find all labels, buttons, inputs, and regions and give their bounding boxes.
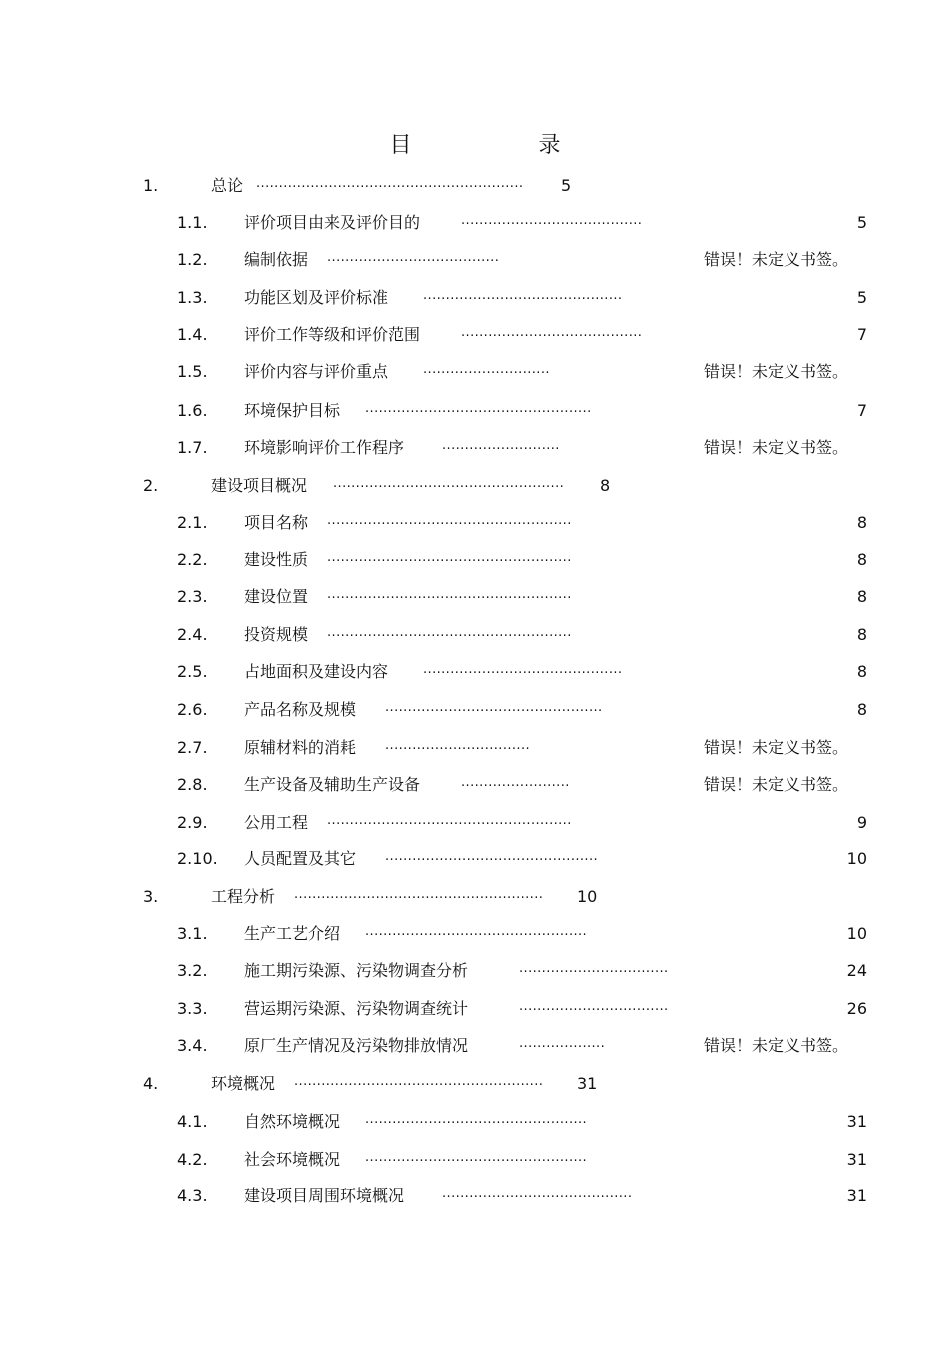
toc-leader-dots: ........................................................... — [256, 176, 524, 191]
toc-page: 5 — [856, 288, 867, 307]
toc-section-1-5[interactable] — [0, 360, 867, 384]
toc-leader-dots: ................................................. — [365, 924, 588, 939]
toc-label: 环境影响评价工作程序 — [244, 438, 405, 457]
toc-section-2-6[interactable] — [0, 698, 867, 722]
toc-leader-dots: ....................................................... — [294, 1074, 544, 1089]
toc-page: 9 — [856, 813, 867, 832]
toc-leader-dots: ...................................................... — [327, 625, 572, 640]
toc-number: 1.1. — [177, 213, 208, 232]
toc-section-1-6[interactable] — [0, 399, 867, 423]
toc-label: 人员配置及其它 — [244, 849, 357, 868]
toc-section-3-3[interactable] — [0, 997, 867, 1021]
toc-leader-dots: ................................. — [519, 999, 669, 1014]
toc-leader-dots: ............................................ — [423, 662, 623, 677]
toc-leader-dots: ................................................ — [385, 700, 603, 715]
toc-number: 1.6. — [177, 401, 208, 420]
toc-page: 31 — [846, 1186, 867, 1205]
toc-section-1-2[interactable] — [0, 248, 867, 272]
toc-page-error: 错误！未定义书签。 — [704, 250, 849, 269]
toc-number: 2. — [143, 476, 159, 495]
toc-page: 10 — [846, 924, 867, 943]
toc-number: 3.2. — [177, 961, 208, 980]
toc-label: 项目名称 — [244, 513, 309, 532]
toc-page: 8 — [856, 587, 867, 606]
toc-label: 建设性质 — [244, 550, 309, 569]
toc-page-error: 错误！未定义书签。 — [704, 775, 849, 794]
toc-section-3-4[interactable] — [0, 1034, 867, 1058]
toc-label: 生产设备及辅助生产设备 — [244, 775, 421, 794]
toc-number: 2.5. — [177, 662, 208, 681]
toc-page: 10 — [846, 849, 867, 868]
toc-label: 公用工程 — [244, 813, 309, 832]
toc-label: 占地面积及建设内容 — [244, 662, 389, 681]
toc-section-2-7[interactable] — [0, 736, 867, 760]
toc-label: 编制依据 — [244, 250, 309, 269]
toc-number: 2.7. — [177, 738, 208, 757]
toc-section-2-2[interactable] — [0, 548, 867, 572]
toc-leader-dots: ............................................ — [423, 288, 623, 303]
toc-label: 社会环境概况 — [244, 1150, 341, 1169]
toc-number: 1.5. — [177, 362, 208, 381]
toc-section-2-4[interactable] — [0, 623, 867, 647]
toc-leader-dots: ...................................................... — [327, 587, 572, 602]
toc-number: 2.2. — [177, 550, 208, 569]
toc-page: 8 — [856, 700, 867, 719]
toc-label: 自然环境概况 — [244, 1112, 341, 1131]
toc-number: 3.4. — [177, 1036, 208, 1055]
toc-title: 目 录 — [389, 133, 621, 158]
toc-leader-dots: .......................................... — [442, 1186, 633, 1201]
toc-label: 环境保护目标 — [244, 401, 341, 420]
toc-number: 2.6. — [177, 700, 208, 719]
toc-leader-dots: ................................................. — [365, 1112, 588, 1127]
toc-label: 环境概况 — [211, 1074, 276, 1093]
toc-page: 24 — [846, 961, 867, 980]
toc-label: 工程分析 — [211, 887, 276, 906]
toc-page-error: 错误！未定义书签。 — [704, 738, 849, 757]
toc-number: 4.2. — [177, 1150, 208, 1169]
toc-leader-dots: ...................................................... — [327, 550, 572, 565]
toc-label: 产品名称及规模 — [244, 700, 357, 719]
toc-section-2-9[interactable] — [0, 811, 867, 835]
toc-page: 31 — [846, 1112, 867, 1131]
toc-page: 10 — [577, 887, 598, 906]
toc-page: 7 — [856, 401, 867, 420]
toc-page: 5 — [856, 213, 867, 232]
toc-label: 建设项目周围环境概况 — [244, 1186, 405, 1205]
toc-label: 营运期污染源、污染物调查统计 — [244, 999, 469, 1018]
toc-page: 8 — [856, 550, 867, 569]
toc-page: 31 — [846, 1150, 867, 1169]
toc-page: 31 — [577, 1074, 598, 1093]
toc-page: 8 — [600, 476, 611, 495]
toc-label: 施工期污染源、污染物调查分析 — [244, 961, 469, 980]
toc-number: 1.3. — [177, 288, 208, 307]
toc-number: 3. — [143, 887, 159, 906]
toc-page: 8 — [856, 662, 867, 681]
toc-number: 1.7. — [177, 438, 208, 457]
toc-page-error: 错误！未定义书签。 — [704, 1036, 849, 1055]
toc-section-2-3[interactable] — [0, 585, 867, 609]
toc-leader-dots: ...................................................... — [327, 813, 572, 828]
toc-number: 4.1. — [177, 1112, 208, 1131]
toc-label: 建设位置 — [244, 587, 309, 606]
toc-number: 2.3. — [177, 587, 208, 606]
toc-leader-dots: ........................................ — [461, 325, 643, 340]
toc-leader-dots: ............................................... — [385, 849, 599, 864]
toc-section-3-1[interactable] — [0, 922, 867, 946]
toc-section-2-10[interactable] — [0, 847, 867, 871]
toc-leader-dots: ....................................................... — [294, 887, 544, 902]
toc-page: 8 — [856, 513, 867, 532]
toc-leader-dots: ...................................... — [327, 250, 500, 265]
toc-number: 3.1. — [177, 924, 208, 943]
toc-label: 评价工作等级和评价范围 — [244, 325, 421, 344]
toc-number: 1.2. — [177, 250, 208, 269]
toc-leader-dots: ........................................ — [461, 213, 643, 228]
toc-section-2-5[interactable] — [0, 660, 867, 684]
toc-leader-dots: ................................ — [385, 738, 531, 753]
toc-page: 8 — [856, 625, 867, 644]
toc-label: 原厂生产情况及污染物排放情况 — [244, 1036, 469, 1055]
toc-section-1-4[interactable] — [0, 323, 867, 347]
toc-leader-dots: ................................................... — [333, 476, 565, 491]
toc-number: 2.10. — [177, 849, 218, 868]
toc-number: 2.4. — [177, 625, 208, 644]
toc-page-error: 错误！未定义书签。 — [704, 438, 849, 457]
toc-page: 5 — [561, 176, 572, 195]
toc-leader-dots: .................................................. — [365, 401, 592, 416]
toc-section-4-2[interactable] — [0, 1148, 867, 1172]
toc-number: 1. — [143, 176, 159, 195]
toc-label: 生产工艺介绍 — [244, 924, 341, 943]
toc-leader-dots: ................... — [519, 1036, 606, 1051]
toc-number: 2.9. — [177, 813, 208, 832]
toc-number: 1.4. — [177, 325, 208, 344]
toc-label: 投资规模 — [244, 625, 309, 644]
toc-label: 评价内容与评价重点 — [244, 362, 389, 381]
toc-number: 4. — [143, 1074, 159, 1093]
toc-number: 2.8. — [177, 775, 208, 794]
toc-section-1-3[interactable] — [0, 286, 867, 310]
toc-page: 26 — [846, 999, 867, 1018]
toc-section-1-7[interactable] — [0, 436, 867, 460]
toc-leader-dots: ................................................. — [365, 1150, 588, 1165]
toc-leader-dots: ...................................................... — [327, 513, 572, 528]
toc-section-1-1[interactable] — [0, 211, 867, 235]
toc-section-4-3[interactable] — [0, 1184, 867, 1208]
toc-number: 3.3. — [177, 999, 208, 1018]
toc-leader-dots: ................................. — [519, 961, 669, 976]
toc-section-2-8[interactable] — [0, 773, 867, 797]
toc-section-3-2[interactable] — [0, 959, 867, 983]
toc-number: 2.1. — [177, 513, 208, 532]
toc-label: 原辅材料的消耗 — [244, 738, 357, 757]
toc-page: 7 — [856, 325, 867, 344]
toc-section-2-1[interactable] — [0, 511, 867, 535]
toc-leader-dots: .......................... — [442, 438, 560, 453]
toc-page-error: 错误！未定义书签。 — [704, 362, 849, 381]
toc-leader-dots: ............................ — [423, 362, 550, 377]
toc-label: 建设项目概况 — [211, 476, 308, 495]
toc-number: 4.3. — [177, 1186, 208, 1205]
toc-label: 功能区划及评价标准 — [244, 288, 389, 307]
toc-leader-dots: ........................ — [461, 775, 570, 790]
toc-section-4-1[interactable] — [0, 1110, 867, 1134]
toc-label: 评价项目由来及评价目的 — [244, 213, 421, 232]
toc-label: 总论 — [211, 176, 244, 195]
